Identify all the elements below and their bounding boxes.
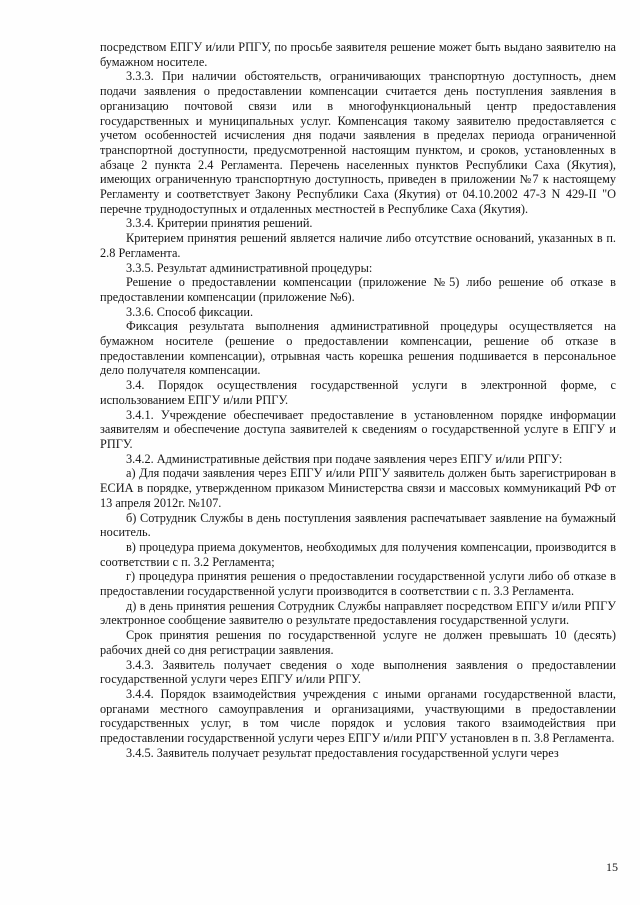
page-number: 15 — [606, 860, 618, 874]
paragraph-3-3-4-heading: 3.3.4. Критерии принятия решений. — [126, 216, 313, 231]
paragraph-criteria: Критерием принятия решений является наличие либо отсутствие оснований, указанных в п. 2.8 Регламента. — [100, 231, 616, 260]
paragraph-3-3-3: 3.3.3. При наличии обстоятельств, ограничивающих транспортную доступность, днем подачи заявления о предоставлении компенсации считается день поступления заявления в организацию почтовой связи или в многофункциональный центр предоставления государственных и муниципальных услуг. Компенсация такому заявителю предоставляется с учетом особенностей исчисления дня подачи заявления в пределах периода ограниченной транспортной доступности, предусмотренной настоящим пунктом, и сроков, установленных в абзаце 2 пункта 2.4 Регламента. Перечень населенных пунктов Республики Саха (Якутия), имеющих ограниченную транспортную доступность, приведен в приложении №7 к настоящему Регламенту и соответствует Закону Республики Саха (Якутия) от 04.10.2002 47-З N 429-II "О перечне труднодоступных и отдаленных местностей в Республике Саха (Якутия). — [100, 69, 616, 216]
paragraph-3-4-1: 3.4.1. Учреждение обеспечивает предоставление в установленном порядке информации заявителям и обеспечение доступа заявителей к сведениям о государственной услуге в ЕПГУ и РПГУ. — [100, 407, 616, 451]
paragraph-continuation: посредством ЕПГУ и/или РПГУ, по просьбе заявителя решение может быть выдано заявителю на бумажном носителе. — [100, 40, 616, 69]
paragraph-3-4: 3.4. Порядок осуществления государственной услуги в электронной форме, с использованием ЕПГУ и/или РПГУ. — [100, 378, 616, 407]
paragraph-3-3-5-heading: 3.3.5. Результат административной процедуры: — [126, 260, 373, 275]
list-item-a: а) Для подачи заявления через ЕПГУ и/или РПГУ заявитель должен быть зарегистрирован в ЕСИА в порядке, утвержденном приказом Министерства связи и массовых коммуникаций РФ от 13 апреля 2012г. №107. — [100, 466, 616, 510]
paragraph-3-4-3: 3.4.3. Заявитель получает сведения о ходе выполнения заявления о предоставлении государственной услуги через ЕПГУ и/или РПГУ. — [100, 657, 616, 687]
paragraph-3-3-6-heading: 3.3.6. Способ фиксации. — [126, 304, 254, 319]
paragraph-3-4-4: 3.4.4. Порядок взаимодействия учреждения с иными органами государственной власти, органами местного самоуправления и организациями, участвующими в предоставлении государственных услуг, в том числе порядок и условия такого взаимодействия при предоставлении государственной услуги через ЕПГУ и/или РПГУ установлен в п. 3.8 Регламента. — [100, 686, 616, 746]
paragraph-3-4-2: 3.4.2. Административные действия при подаче заявления через ЕПГУ и/или РПГУ: — [126, 451, 563, 466]
list-item-b: б) Сотрудник Службы в день поступления заявления распечатывает заявление на бумажный носитель. — [100, 510, 616, 540]
list-item-g: г) процедура принятия решения о предоставлении государственной услуги либо об отказе в предоставлении государственной услуги производится в соответствии с п. 3.3 Регламента. — [100, 569, 616, 599]
list-item-d: д) в день принятия решения Сотрудник Службы направляет посредством ЕПГУ и/или РПГУ электронное сообщение заявителю о результате предоставления государственной услуги. — [100, 598, 616, 628]
paragraph-3-4-5: 3.4.5. Заявитель получает результат предоставления государственной услуги через — [126, 745, 559, 760]
paragraph-fixation: Фиксация результата выполнения административной процедуры осуществляется на бумажном носителе (решение о предоставлении компенсации, решение об отказе в предоставлении компенсации), отрывная часть корешка решения подшивается в персональное дело получателя компенсации. — [100, 319, 616, 378]
list-item-v: в) процедура приема документов, необходимых для получения компенсации, производится в соответствии с п. 3.2 Регламента; — [100, 539, 616, 569]
paragraph-decision: Решение о предоставлении компенсации (приложение №5) либо решение об отказе в предоставлении компенсации (приложение №6). — [100, 275, 616, 304]
document-body — [100, 40, 616, 760]
paragraph-deadline: Срок принятия решения по государственной услуге не должен превышать 10 (десять) рабочих дней со дня регистрации заявления. — [100, 628, 616, 657]
